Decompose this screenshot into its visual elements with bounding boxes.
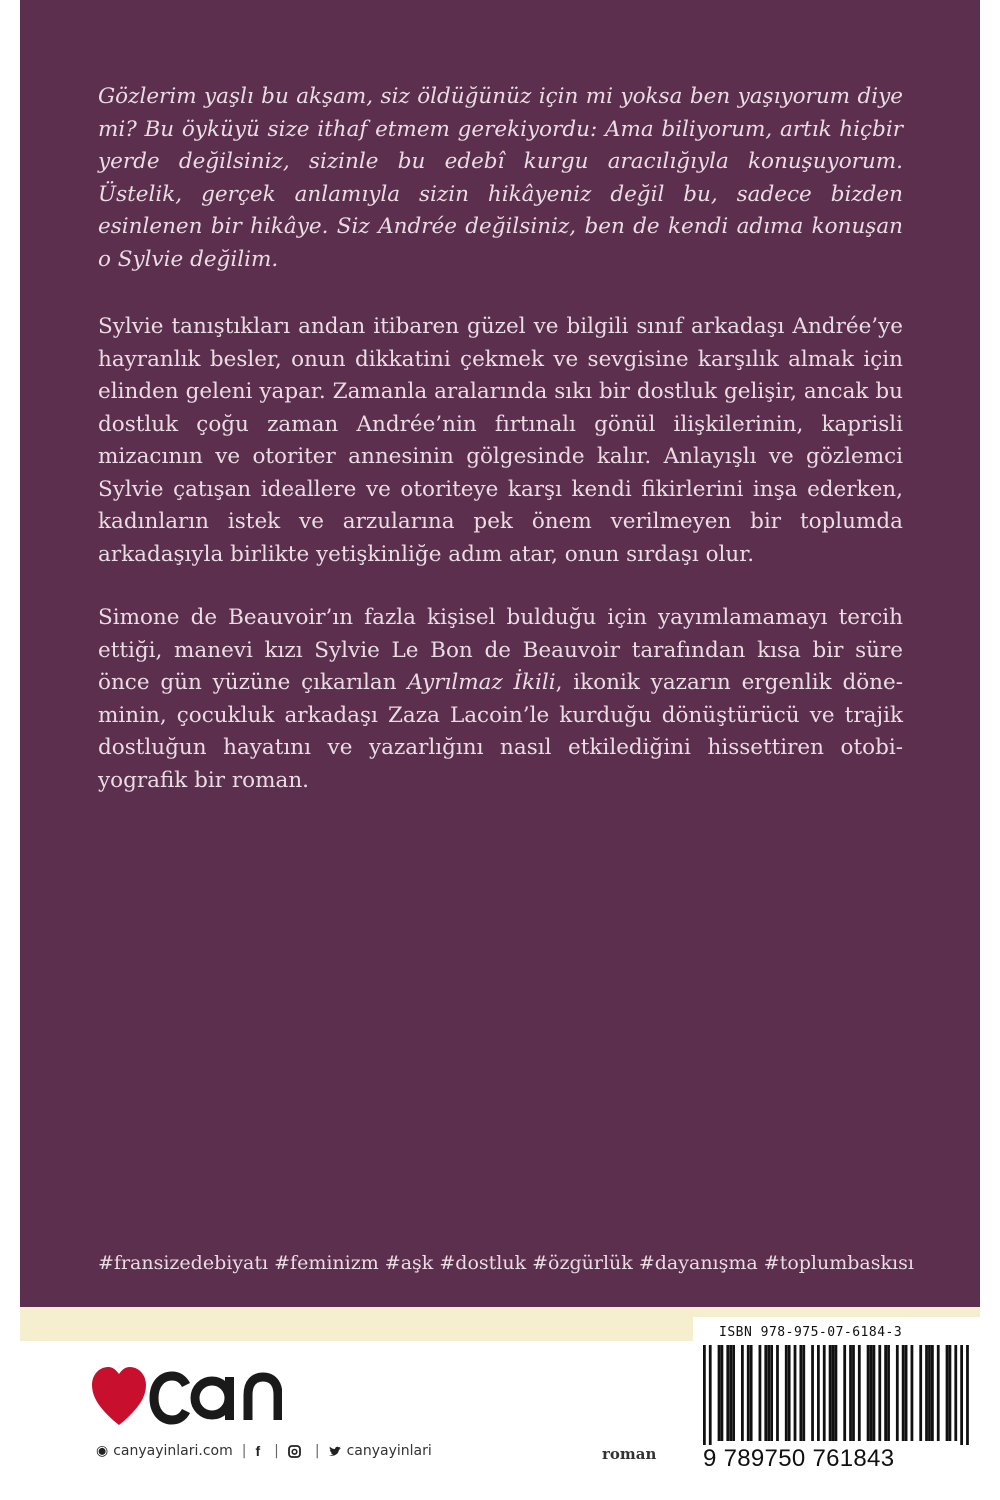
about-text-after: , ikonik yazarın ergenlik döneminin, çocukluk arkadaşı Zaza Lacoin’le kurduğu dönüştürücü ve trajik dostluğun hayatını ve yazarlığını nasıl etkilediğini hissettiren otobiyografik bir roman. bbox=[98, 670, 904, 793]
facebook-icon[interactable]: f bbox=[255, 1443, 261, 1459]
hashtags: #fransizedebiyatı #feminizm #aşk #dostluk #özgürlük #dayanışma #toplumbaskısı bbox=[98, 1252, 914, 1274]
barcode-bar bbox=[843, 1345, 846, 1441]
barcode-bar bbox=[788, 1345, 791, 1441]
about-text-before: Simone de Beauvoir’ın fazla kişisel bulduğu için yayımlamamayı tercih ettiği, manevi kızı Sylvie Le Bon de Beauvoir tarafından kısa bir süre önce gün yüzüne çıkarılan bbox=[98, 605, 903, 695]
social-handle-text[interactable]: canyayinlari bbox=[346, 1443, 432, 1459]
barcode-bars bbox=[703, 1345, 969, 1445]
barcode-bar bbox=[802, 1345, 805, 1441]
isbn-label: ISBN 978-975-07-6184-3 bbox=[719, 1325, 903, 1340]
about-paragraph bbox=[98, 602, 903, 797]
barcode-bar bbox=[832, 1345, 835, 1441]
barcode-bar bbox=[884, 1345, 887, 1441]
genre-label: roman bbox=[602, 1445, 657, 1463]
back-cover bbox=[20, 0, 980, 1307]
quote-paragraph: Gözlerim yaşlı bu akşam, siz öldüğünüz için mi yoksa ben yaşıyorum diye mi? Bu öyküyü size ithaf etmem gerekiyordu: Ama biliyorum, artık hiçbir yerde değilsiniz, sizinle bu edebî kurgu aracılığıyla konuşuyorum. Üstelik, gerçek anlamıyla sizin hikâyeniz değil bu, sadece bizden esinlenen bir hikâye. Siz Andrée değilsiniz, ben de kendi adıma konuşan o Sylvie değilim. bbox=[98, 84, 903, 272]
barcode-bar bbox=[741, 1345, 744, 1441]
barcode-bar bbox=[835, 1345, 838, 1441]
barcode-bar bbox=[718, 1345, 721, 1441]
barcode-bar bbox=[764, 1345, 767, 1441]
barcode-bar bbox=[960, 1345, 963, 1445]
barcode-bar bbox=[726, 1345, 729, 1441]
divider: | bbox=[241, 1443, 247, 1459]
barcode-bar bbox=[873, 1345, 876, 1441]
barcode-bar bbox=[954, 1345, 957, 1441]
globe-icon: ◉ bbox=[96, 1443, 109, 1459]
barcode-bar bbox=[928, 1345, 931, 1441]
barcode-bar bbox=[747, 1345, 750, 1441]
summary-paragraph: Sylvie tanıştıkları andan itibaren güzel ve bilgili sınıf arkadaşı Andrée’ye hayranlık besler, onun dikkatini çekmek ve sevgisine karşılık almak için elinden geleni yapar. Zamanla aralarında sıkı bir dostluk gelişir, ancak bu dostluk çoğu zaman Andrée’nin fırtınalı gönül ilişkilerinin, kaprisli mizacının ve otoriter annesinin gölgesinde kalır. Anlayışlı ve gözlemci Sylvie çatışan ideallere ve otoriteye karşı kendi fikirlerini inşa ederken, kadınların istek ve arzularına pek önem verilmeyen bir toplumda arkadaşıyla birlikte yetişkinliğe adım atar, onun sırdaşı olur. bbox=[98, 314, 903, 567]
logo-letter-a-bowl bbox=[195, 1381, 229, 1415]
barcode-bar bbox=[946, 1345, 949, 1441]
barcode-bar bbox=[817, 1345, 820, 1441]
barcode-bar bbox=[823, 1345, 826, 1441]
barcode-bar bbox=[767, 1345, 770, 1441]
barcode-bar bbox=[867, 1345, 870, 1441]
barcode-bar bbox=[925, 1345, 928, 1441]
barcode-bar bbox=[937, 1345, 940, 1441]
barcode-bar bbox=[759, 1345, 762, 1441]
barcode-bar bbox=[785, 1345, 788, 1441]
barcode-bar bbox=[794, 1345, 797, 1441]
barcode-bar bbox=[911, 1345, 914, 1441]
book-title: Ayrılmaz İkili bbox=[407, 670, 556, 695]
barcode-bar bbox=[750, 1345, 753, 1441]
barcode-bar bbox=[966, 1345, 969, 1445]
barcode-bar bbox=[858, 1345, 861, 1441]
barcode-bar bbox=[931, 1345, 934, 1441]
barcode-bar bbox=[732, 1345, 735, 1441]
barcode-bar bbox=[776, 1345, 779, 1441]
instagram-icon[interactable] bbox=[288, 1445, 301, 1458]
barcode-bar bbox=[949, 1345, 952, 1441]
barcode-bar bbox=[852, 1345, 855, 1441]
barcode-bar bbox=[902, 1345, 905, 1441]
barcode-bar bbox=[703, 1345, 706, 1445]
barcode-bar bbox=[905, 1345, 908, 1441]
footer-links bbox=[96, 1443, 432, 1459]
barcode-bar bbox=[887, 1345, 890, 1441]
barcode-bar bbox=[919, 1345, 922, 1441]
barcode-bar bbox=[770, 1345, 773, 1441]
barcode-digits: 9 789750 761843 bbox=[703, 1445, 895, 1472]
heart-icon bbox=[92, 1367, 146, 1425]
barcode-bar bbox=[811, 1345, 814, 1441]
barcode-bar bbox=[870, 1345, 873, 1441]
barcode-bar bbox=[829, 1345, 832, 1441]
barcode-bar bbox=[896, 1345, 899, 1441]
logo-letter-a-stem bbox=[225, 1377, 234, 1420]
can-logo bbox=[92, 1363, 282, 1427]
barcode-box bbox=[693, 1317, 980, 1492]
divider: | bbox=[274, 1443, 279, 1459]
logo-letter-n bbox=[248, 1377, 278, 1420]
barcode-bar bbox=[709, 1345, 712, 1445]
barcode-bar bbox=[721, 1345, 724, 1441]
website-text[interactable]: canyayinlari.com bbox=[113, 1443, 233, 1459]
footer-area bbox=[20, 1307, 980, 1500]
divider: | bbox=[314, 1443, 320, 1459]
barcode-bar bbox=[878, 1345, 881, 1441]
logo-letter-c bbox=[154, 1376, 186, 1420]
barcode-bar bbox=[849, 1345, 852, 1441]
twitter-icon[interactable] bbox=[329, 1446, 342, 1457]
barcode-bar bbox=[729, 1345, 732, 1441]
barcode-bar bbox=[799, 1345, 802, 1441]
